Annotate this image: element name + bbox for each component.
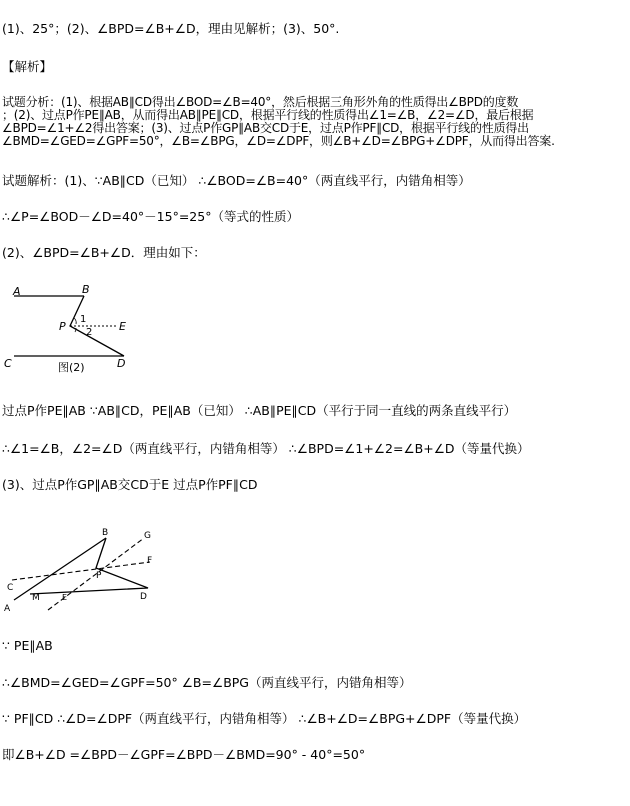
- fig2-label-b: B: [82, 283, 90, 296]
- analysis-line: ∠BPD=∠1+∠2得出答案；(3)、过点P作GP∥AB交CD于E，过点P作PF∥CD，根据平行线的性质得出: [2, 121, 529, 135]
- fig2-label-d: D: [117, 357, 126, 370]
- figure-3: [0, 522, 170, 614]
- solution-line-7: ∵ PE∥AB: [2, 638, 53, 653]
- fig3-label-g: G: [144, 531, 151, 541]
- fig3-label-b: B: [102, 528, 109, 538]
- analysis-line: ；(2)、过点P作PE∥AB，从而得出AB∥PE∥CD，根据平行线的性质得出∠1=∠B，∠2=∠D，最后根据: [2, 108, 534, 122]
- fig3-label-p: P: [96, 571, 102, 581]
- analysis-heading: 【解析】: [2, 59, 53, 74]
- analysis-line: 试题分析：(1)、根据AB∥CD得出∠BOD=∠B=40°，然后根据三角形外角的性质得出∠BPD的度数: [2, 95, 519, 109]
- solution-line-6: (3)、过点P作GP∥AB交CD于E 过点P作PF∥CD: [2, 477, 258, 492]
- fig2-label-1: 1: [80, 314, 87, 325]
- solution-line-5: ∴∠1=∠B，∠2=∠D（两直线平行，内错角相等） ∴∠BPD=∠1+∠2=∠B+∠D（等量代换）: [2, 441, 530, 456]
- fig3-label-f: F: [147, 556, 153, 566]
- fig2-label-2: 2: [86, 327, 93, 338]
- answer-line: (1)、25°；(2)、∠BPD=∠B+∠D，理由见解析；(3)、50°.: [2, 21, 340, 36]
- solution-line-2: ∴∠P=∠BOD－∠D=40°－15°=25°（等式的性质）: [2, 209, 299, 224]
- solution-line-9: ∵ PF∥CD ∴∠D=∠DPF（两直线平行，内错角相等） ∴∠B+∠D=∠BPG+∠DPF（等量代换）: [2, 711, 527, 726]
- fig3-label-m: M: [32, 593, 40, 603]
- solution-line-3: (2)、∠BPD=∠B+∠D．理由如下：: [2, 245, 206, 260]
- solution-line-8: ∴∠BMD=∠GED=∠GPF=50° ∠B=∠BPG（两直线平行，内错角相等）: [2, 675, 412, 690]
- fig2-caption: 图(2): [58, 361, 85, 374]
- solution-line-1: 试题解析：(1)、∵AB∥CD（已知） ∴∠BOD=∠B=40°（两直线平行，内错角相等）: [2, 173, 471, 188]
- solution-line-4: 过点P作PE∥AB ∵AB∥CD，PE∥AB（已知） ∴AB∥PE∥CD（平行于同一直线的两条直线平行）: [2, 403, 517, 418]
- fig3-label-c: C: [7, 583, 14, 593]
- solution-line-10: 即∠B+∠D =∠BPD－∠GPF=∠BPD－∠BMD=90° - 40°=50°: [2, 747, 366, 762]
- figure-2: [0, 278, 140, 376]
- fig2-label-c: C: [4, 357, 12, 370]
- fig3-label-d: D: [140, 592, 147, 602]
- analysis-line: ∠BMD=∠GED=∠GPF=50°，∠B=∠BPG，∠D=∠DPF，则∠B+∠D=∠BPG+∠DPF，从而得出答案.: [2, 134, 555, 148]
- fig3-label-a: A: [4, 604, 11, 614]
- analysis-paragraph: [2, 96, 626, 148]
- fig2-label-a: A: [13, 285, 21, 298]
- fig2-label-e: E: [119, 320, 126, 333]
- fig3-label-e: E: [62, 593, 68, 602]
- fig2-label-p: P: [59, 320, 66, 333]
